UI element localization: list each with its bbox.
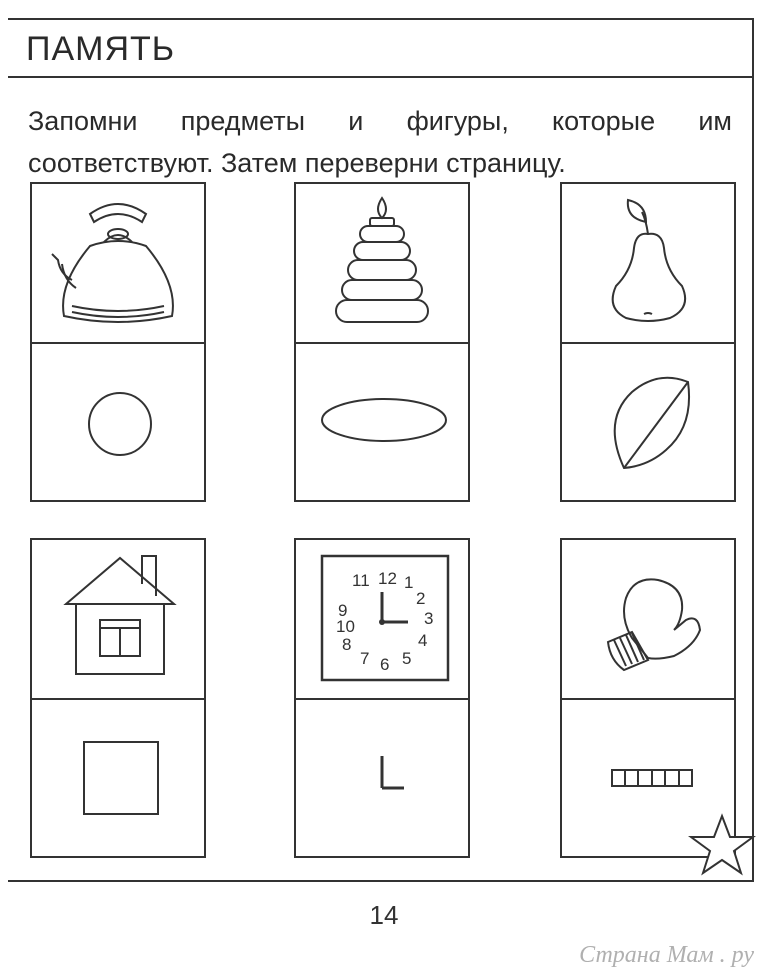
clock-number: 6 [380,655,390,674]
card-shape-panel [296,700,468,858]
page-number: 14 [369,900,399,930]
instruction-word: фигуры, [406,106,509,136]
clock-number: 7 [360,649,370,668]
instruction-word: Запомни [28,106,138,136]
house-icon [32,540,204,698]
card-pyramid [294,182,470,502]
clock-number: 1 [404,573,414,592]
card-clock [294,538,470,858]
card-mitten [560,538,736,858]
clock-hands-icon [296,700,468,858]
card-kettle [30,182,206,502]
clock-number: 12 [378,569,397,588]
clock-number: 3 [424,609,434,628]
leaf-icon [562,344,734,502]
card-shape-panel [32,344,204,502]
card-item-panel [32,540,204,700]
card-shape-panel [32,700,204,858]
stacking-pyramid-icon [296,184,468,342]
card-item-panel [32,184,204,344]
clock-number: 9 [338,601,348,620]
star-icon [688,812,756,878]
instructions-line-1 [28,100,732,142]
watermark: Страна Мам . ру [579,942,754,968]
card-item-panel [562,540,734,700]
card-shape-panel [296,344,468,502]
card-pear [560,182,736,502]
card-item-panel [296,184,468,344]
clock-hands [382,592,408,622]
clock-number: 8 [342,635,352,654]
card-item-panel [562,184,734,344]
instruction-word: предметы [180,106,306,136]
mitten-icon [562,540,734,698]
kettle-icon [32,184,204,342]
clock-number: 4 [418,631,428,650]
instructions-line-2: соответствуют. Затем переверни страницу. [28,148,566,178]
instructions [28,100,732,184]
clock-icon [296,540,468,698]
clock-number: 5 [402,649,412,668]
instruction-word: которые [552,106,656,136]
ellipse-icon [296,344,468,502]
page-title: ПАМЯТЬ [26,30,176,68]
card-house [30,538,206,858]
circle-icon [32,344,204,502]
card-item-panel [296,540,468,700]
clock-number: 11 [352,571,370,590]
card-shape-panel [562,344,734,502]
instruction-word: и [348,106,364,136]
square-icon [32,700,204,858]
clock-number: 10 [336,617,355,636]
instruction-word: им [698,106,732,136]
pear-icon [562,184,734,342]
clock-number: 2 [416,589,426,608]
